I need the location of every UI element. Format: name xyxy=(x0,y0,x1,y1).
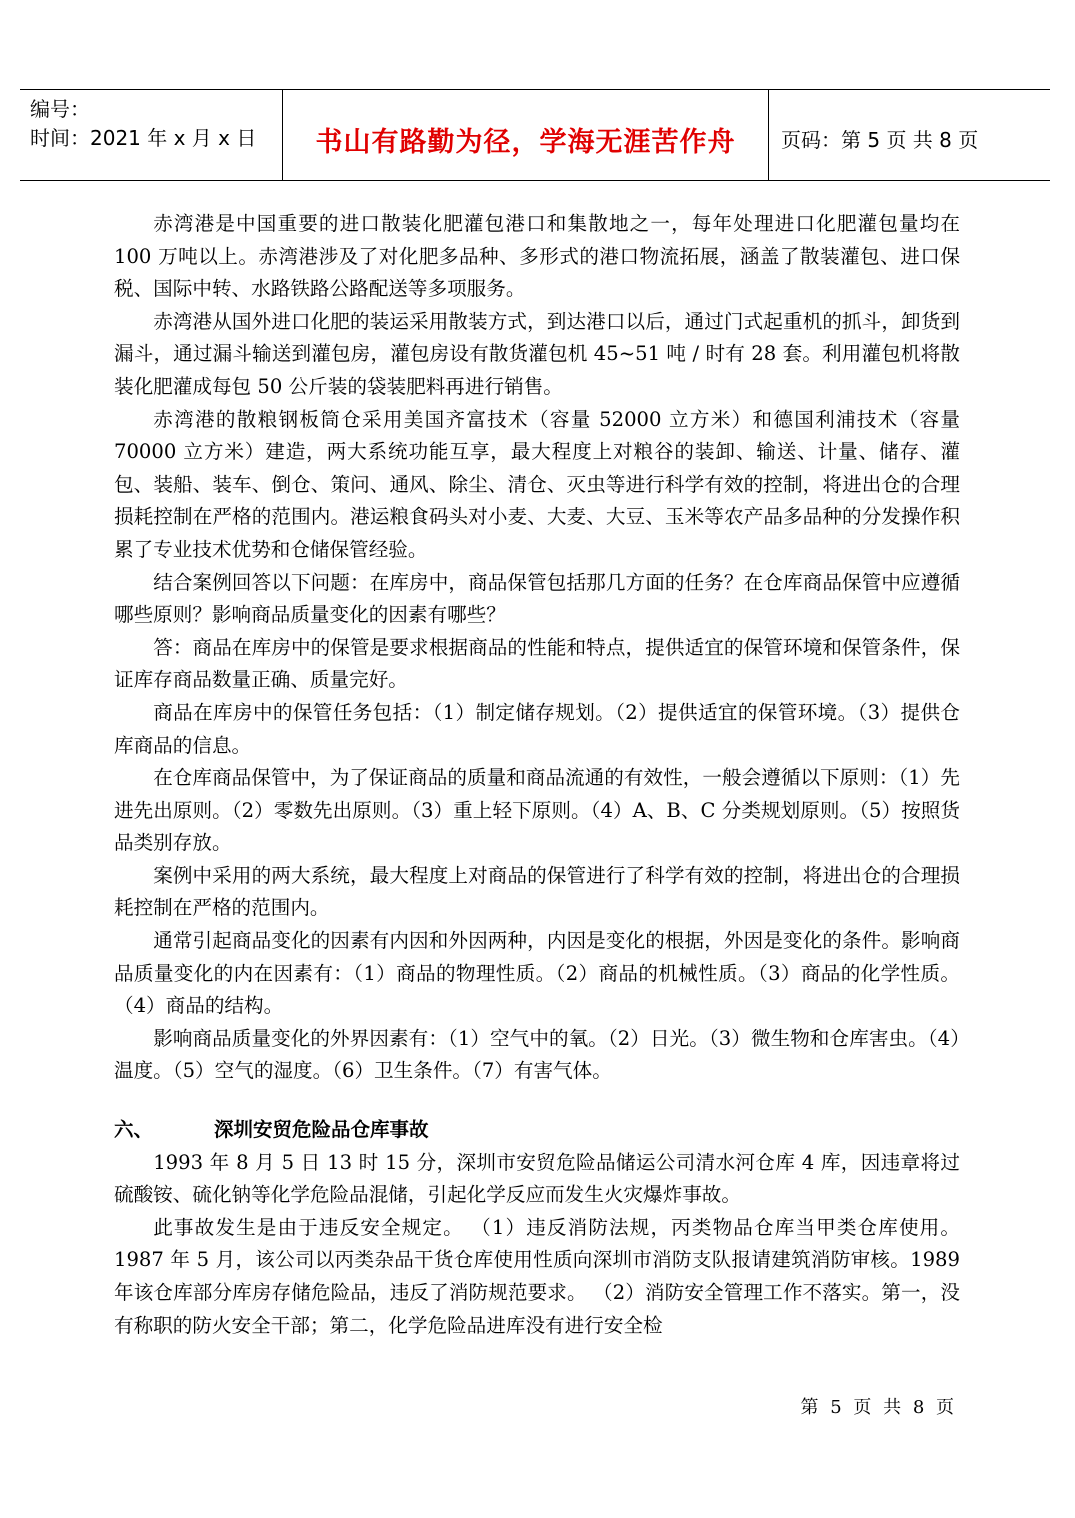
number-label: 编号： xyxy=(30,97,90,121)
section-number: 六、 xyxy=(114,1118,154,1142)
paragraph: 赤湾港是中国重要的进口散装化肥灌包港口和集散地之一，每年处理进口化肥灌包量均在 100 万吨以上。赤湾港涉及了对化肥多品种、多形式的港口物流拓展，涵盖了散装灌包、进口保税、国际中转、水路铁路公路配送等多项服务。 xyxy=(114,212,960,301)
paragraph: 影响商品质量变化的外界因素有：（1）空气中的氧。（2）日光。（3）微生物和仓库害虫。（4）温度。（5）空气的湿度。（6）卫生条件。（7）有害气体。 xyxy=(114,1026,960,1083)
section-heading xyxy=(114,1114,960,1147)
header-table xyxy=(20,89,1050,181)
paragraph: 商品在库房中的保管任务包括：（1）制定储存规划。（2）提供适宜的保管环境。（3）提供仓库商品的信息。 xyxy=(114,700,960,757)
section-title: 深圳安贸危险品仓库事故 xyxy=(214,1118,429,1142)
paragraph: 赤湾港的散粮钢板筒仓采用美国齐富技术（容量 52000 立方米）和德国利浦技术（容量 70000 立方米）建造，两大系统功能互享，最大程度上对粮谷的装卸、输送、计量、储存、灌包、装船、装车、倒仓、策问、通风、除尘、清仓、灭虫等进行科学有效的控制，将进出仓的合理损耗控制在严格的范围内。港运粮食码头对小麦、大麦、大豆、玉米等农产品多品种的分发操作积累了专业技术优势和仓储保管经验。 xyxy=(114,407,960,561)
footer-page-number: 第 5 页 共 8 页 xyxy=(800,1397,957,1418)
header-left-cell xyxy=(20,90,283,180)
paragraph: 结合案例回答以下问题：在库房中，商品保管包括那几方面的任务？在仓库商品保管中应遵循哪些原则？影响商品质量变化的因素有哪些？ xyxy=(114,570,960,627)
motto: 书山有路勤为径，学海无涯苦作舟 xyxy=(315,126,736,158)
paragraph: 此事故发生是由于违反安全规定。 （1）违反消防法规，丙类物品仓库当甲类仓库使用。1987 年 5 月，该公司以丙类杂品干货仓库使用性质向深圳市消防支队报请建筑消防审核。1989 年该仓库部分库房存储危险品，违反了消防规范要求。 （2）消防安全管理工作不落实。第一，没有称职的防火安全干部；第二，化学危险品进库没有进行安全检 xyxy=(114,1215,960,1337)
paragraph: 1993 年 8 月 5 日 13 时 15 分，深圳市安贸危险品储运公司清水河仓库 4 库，因违章将过硫酸铵、硫化钠等化学危险品混储，引起化学反应而发生火灾爆炸事故。 xyxy=(114,1150,960,1207)
time-label: 时间：2021 年 x 月 x 日 xyxy=(30,126,257,150)
paragraph: 赤湾港从国外进口化肥的装运采用散装方式，到达港口以后，通过门式起重机的抓斗，卸货到漏斗，通过漏斗输送到灌包房，灌包房设有散货灌包机 45~51 吨 / 时有 28 套。利用灌包机将散装化肥灌成每包 50 公斤装的袋装肥料再进行销售。 xyxy=(114,309,960,398)
header-motto-cell xyxy=(283,90,769,180)
page-info: 页码：第 5 页 共 8 页 xyxy=(781,127,979,152)
document-body xyxy=(114,208,960,1342)
paragraph: 答：商品在库房中的保管是要求根据商品的性能和特点，提供适宜的保管环境和保管条件，保证库存商品数量正确、质量完好。 xyxy=(114,635,960,692)
paragraph: 在仓库商品保管中，为了保证商品的质量和商品流通的有效性，一般会遵循以下原则：（1）先进先出原则。（2）零数先出原则。（3）重上轻下原则。（4）A、B、C 分类规划原则。（5）按照货品类别存放。 xyxy=(114,766,960,855)
header-page-cell xyxy=(769,90,1050,180)
paragraph: 案例中采用的两大系统，最大程度上对商品的保管进行了科学有效的控制，将进出仓的合理损耗控制在严格的范围内。 xyxy=(114,863,960,920)
paragraph: 通常引起商品变化的因素有内因和外因两种，内因是变化的根据，外因是变化的条件。影响商品质量变化的内在因素有：（1）商品的物理性质。（2）商品的机械性质。（3）商品的化学性质。（4）商品的结构。 xyxy=(114,929,960,1018)
